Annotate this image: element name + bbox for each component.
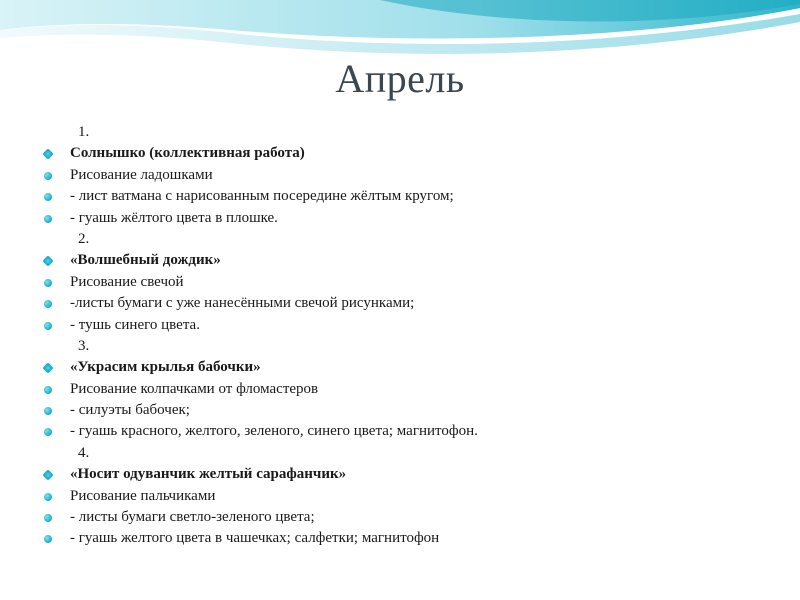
bullet-icon: [42, 470, 53, 481]
list-item: [40, 421, 780, 442]
bullet-icon: [42, 149, 53, 160]
list-item: [40, 165, 780, 186]
list-item: [40, 315, 780, 336]
bullet-icon: [44, 215, 52, 223]
slide-title: Апрель: [335, 56, 465, 101]
item-text: «Украсим крылья бабочки»: [70, 359, 261, 376]
item-text: Рисование колпачками от фломастеров: [70, 380, 319, 397]
item-text: «Волшебный дождик»: [70, 252, 221, 269]
bullet-icon: [44, 279, 52, 287]
bullet-icon: [44, 322, 52, 330]
bullet-icon: [44, 172, 52, 180]
item-text: - силуэты бабочек;: [70, 402, 190, 419]
section-number: [40, 229, 780, 250]
bullet-icon: [44, 193, 52, 201]
bullet-icon: [44, 493, 52, 501]
bullet-icon: [42, 363, 53, 374]
activity-heading: [40, 357, 780, 378]
activity-heading: [40, 250, 780, 271]
item-text: - гуашь красного, желтого, зеленого, синего цвета; магнитофон.: [70, 423, 478, 440]
item-text: - гуашь желтого цвета в чашечках; салфетки; магнитофон: [70, 530, 440, 547]
list-item: [40, 528, 780, 549]
item-text: -листы бумаги с уже нанесёнными свечой рисунками;: [70, 295, 415, 312]
item-text: 3.: [78, 337, 90, 354]
bullet-icon: [44, 300, 52, 308]
list-item: [40, 507, 780, 528]
item-text: Рисование свечой: [70, 273, 184, 290]
item-text: - листы бумаги светло-зеленого цвета;: [70, 509, 315, 526]
item-text: 1.: [78, 124, 90, 140]
item-text: 2.: [78, 230, 90, 247]
item-text: 4.: [78, 444, 90, 461]
list-item: [40, 208, 780, 229]
item-text: «Носит одуванчик желтый сарафанчик»: [70, 466, 347, 483]
section-number: [40, 122, 780, 143]
bullet-icon: [44, 386, 52, 394]
list-item: [40, 293, 780, 314]
list-item: [40, 379, 780, 400]
item-text: Солнышко (коллективная работа): [70, 145, 305, 162]
item-text: Рисование пальчиками: [70, 487, 216, 504]
item-text: - тушь синего цвета.: [70, 316, 200, 333]
section-number: [40, 336, 780, 357]
activity-heading: [40, 143, 780, 164]
activity-list: [40, 122, 780, 550]
bullet-icon: [44, 514, 52, 522]
list-item: [40, 486, 780, 507]
bullet-icon: [42, 256, 53, 267]
item-text: - гуашь жёлтого цвета в плошке.: [70, 209, 278, 226]
item-text: Рисование ладошками: [70, 166, 213, 183]
bullet-icon: [44, 407, 52, 415]
list-item: [40, 186, 780, 207]
bullet-icon: [44, 428, 52, 436]
list-item: [40, 272, 780, 293]
section-number: [40, 443, 780, 464]
item-text: - лист ватмана с нарисованным посередине жёлтым кругом;: [70, 188, 454, 205]
bullet-icon: [44, 535, 52, 543]
activity-heading: [40, 464, 780, 485]
list-item: [40, 400, 780, 421]
